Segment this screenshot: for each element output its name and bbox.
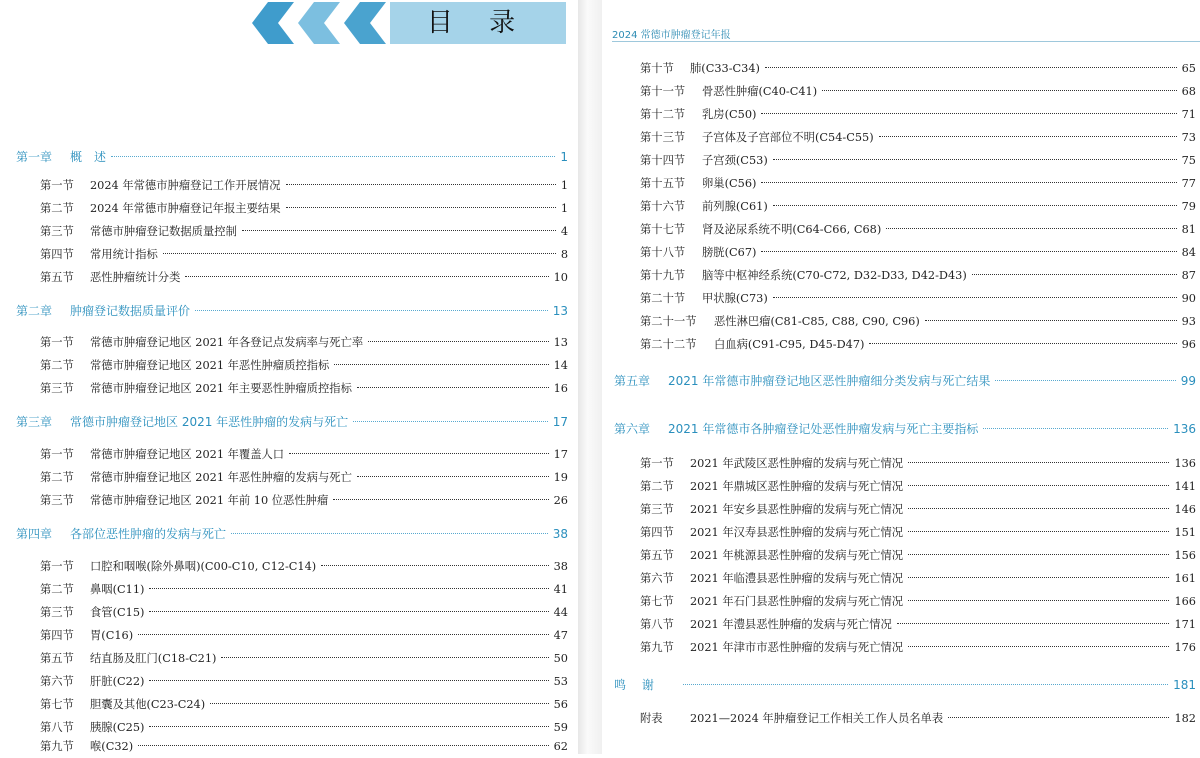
toc-label: 第二节 (40, 471, 74, 484)
toc-section-row[interactable] (640, 152, 1196, 172)
title-banner (390, 2, 566, 44)
dot-leader (242, 230, 556, 231)
toc-title: 2021 年津市市恶性肿瘤的发病与死亡情况 (690, 641, 904, 654)
toc-label: 第一节 (40, 179, 74, 192)
dot-leader (972, 274, 1177, 275)
toc-label: 第十二节 (640, 108, 686, 121)
dot-leader (908, 600, 1169, 601)
toc-label: 第九节 (640, 641, 674, 654)
dot-leader (908, 485, 1169, 486)
toc-title: 2021 年桃源县恶性肿瘤的发病与死亡情况 (690, 549, 904, 562)
toc-page-number: 59 (553, 721, 568, 734)
toc-section-row[interactable] (40, 650, 568, 670)
toc-section-row[interactable] (40, 446, 568, 466)
toc-page-number: 38 (553, 560, 568, 573)
dot-leader (185, 276, 548, 277)
toc-section-row[interactable] (40, 357, 568, 377)
dot-leader (761, 113, 1176, 114)
dot-leader (221, 657, 548, 658)
toc-page-number: 1 (560, 179, 568, 192)
toc-section-row[interactable] (40, 604, 568, 624)
toc-title: 2024 年常德市肿瘤登记年报主要结果 (90, 202, 281, 215)
toc-label: 第二十一节 (640, 315, 697, 328)
dot-leader (111, 156, 555, 157)
dot-leader (879, 136, 1177, 137)
toc-page-number: 136 (1173, 422, 1196, 436)
toc-label: 第七节 (640, 595, 674, 608)
toc-label: 第二节 (40, 202, 74, 215)
toc-section-row[interactable] (40, 673, 568, 693)
dot-leader (149, 588, 548, 589)
dot-leader (289, 453, 549, 454)
toc-page-number: 62 (553, 740, 568, 753)
dot-leader (368, 341, 548, 342)
toc-page-number: 50 (553, 652, 568, 665)
toc-title: 2021 年澧县恶性肿瘤的发病与死亡情况 (690, 618, 892, 631)
toc-section-row[interactable] (640, 60, 1196, 80)
dot-leader (683, 684, 1168, 685)
dot-leader (908, 554, 1169, 555)
dot-leader (908, 462, 1169, 463)
toc-page-number: 141 (1174, 480, 1196, 493)
toc-label: 第五章 (614, 374, 651, 388)
toc-title: 白血病(C91-C95, D45-D47) (714, 338, 865, 351)
toc-label: 第三节 (640, 503, 674, 516)
toc-page-number: 26 (553, 494, 568, 507)
chevron-arrow-icon (344, 2, 386, 44)
toc-title: 恶性肿瘤统计分类 (90, 271, 181, 284)
toc-label: 第一章 (16, 150, 53, 164)
toc-page-number: 14 (553, 359, 568, 372)
toc-label: 第三节 (40, 225, 74, 238)
toc-title: 常德市肿瘤登记数据质量控制 (90, 225, 237, 238)
toc-label: 第七节 (40, 698, 74, 711)
dot-leader (869, 343, 1176, 344)
toc-label: 第十四节 (640, 154, 686, 167)
toc-title: 肺(C33-C34) (690, 62, 760, 75)
toc-label: 第四节 (40, 629, 74, 642)
toc-page-number: 81 (1181, 223, 1196, 236)
toc-title: 常用统计指标 (90, 248, 158, 261)
toc-section-row[interactable] (640, 501, 1196, 521)
toc-section-row[interactable] (640, 616, 1196, 636)
toc-page-number: 146 (1174, 503, 1196, 516)
toc-title: 肾及泌尿系统不明(C64-C66, C68) (702, 223, 882, 236)
toc-page-number: 73 (1181, 131, 1196, 144)
toc-title: 肿瘤登记数据质量评价 (70, 304, 191, 318)
toc-label: 第四章 (16, 527, 53, 541)
toc-section-row[interactable] (40, 492, 568, 512)
toc-section-row[interactable] (640, 106, 1196, 126)
dot-leader (908, 646, 1169, 647)
dot-leader (333, 499, 548, 500)
toc-label: 第十一节 (640, 85, 686, 98)
toc-label: 第一节 (40, 336, 74, 349)
toc-label: 第五节 (40, 652, 74, 665)
toc-chapter-row[interactable] (16, 413, 568, 433)
toc-title: 喉(C32) (90, 740, 134, 753)
toc-title: 胃(C16) (90, 629, 134, 642)
toc-title: 常德市肿瘤登记地区 2021 年恶性肿瘤的发病与死亡 (70, 415, 349, 429)
toc-page-number: 90 (1181, 292, 1196, 305)
toc-section-row[interactable] (640, 198, 1196, 218)
toc-label: 第十三节 (640, 131, 686, 144)
dot-leader (163, 253, 556, 254)
toc-title: 卵巢(C56) (702, 177, 757, 190)
toc-title: 2021 年常德市肿瘤登记地区恶性肿瘤细分类发病与死亡结果 (668, 374, 991, 388)
toc-section-row[interactable] (640, 313, 1196, 333)
dot-leader (138, 745, 548, 746)
toc-section-row[interactable] (40, 269, 568, 289)
toc-page-number: 79 (1181, 200, 1196, 213)
toc-section-row[interactable] (640, 83, 1196, 103)
toc-chapter-row[interactable] (16, 302, 568, 322)
toc-page-number: 96 (1181, 338, 1196, 351)
dot-leader (773, 159, 1177, 160)
dot-leader (925, 320, 1177, 321)
toc-title: 常德市肿瘤登记地区 2021 年恶性肿瘤的发病与死亡 (90, 471, 352, 484)
toc-title: 子宫体及子宫部位不明(C54-C55) (702, 131, 874, 144)
toc-page-number: 10 (553, 271, 568, 284)
toc-page-number: 176 (1174, 641, 1196, 654)
toc-label: 第六节 (640, 572, 674, 585)
toc-page-number: 47 (553, 629, 568, 642)
toc-title: 常德市肿瘤登记地区 2021 年主要恶性肿瘤质控指标 (90, 382, 352, 395)
toc-page-number: 93 (1181, 315, 1196, 328)
toc-title: 骨恶性肿瘤(C40-C41) (702, 85, 818, 98)
dot-leader (765, 67, 1177, 68)
dot-leader (908, 508, 1169, 509)
toc-page-number: 151 (1174, 526, 1196, 539)
page-title: 目 录 (426, 8, 530, 38)
running-header: 2024 常德市肿瘤登记年报 (612, 30, 731, 41)
toc-title: 各部位恶性肿瘤的发病与死亡 (70, 527, 227, 541)
toc-label: 第二十二节 (640, 338, 697, 351)
toc-label: 第十六节 (640, 200, 686, 213)
toc-section-row[interactable] (40, 627, 568, 647)
toc-page-number: 99 (1180, 374, 1196, 388)
toc-section-row[interactable] (640, 524, 1196, 544)
dot-leader (286, 184, 556, 185)
toc-section-row[interactable] (640, 570, 1196, 590)
toc-label: 第一节 (640, 457, 674, 470)
toc-title: 2024 年常德市肿瘤登记工作开展情况 (90, 179, 281, 192)
toc-title: 口腔和咽喉(除外鼻咽)(C00-C10, C12-C14) (90, 560, 317, 573)
toc-page-number: 41 (553, 583, 568, 596)
toc-page-number: 181 (1173, 678, 1196, 692)
dot-leader (357, 476, 549, 477)
toc-title: 恶性淋巴瘤(C81-C85, C88, C90, C96) (714, 315, 920, 328)
toc-section-row[interactable] (640, 455, 1196, 475)
dot-leader (948, 717, 1169, 718)
toc-section-row[interactable] (40, 177, 568, 197)
toc-title: 膀胱(C67) (702, 246, 757, 259)
toc-page-number: 136 (1174, 457, 1196, 470)
toc-section-row[interactable] (40, 581, 568, 601)
toc-section-row[interactable] (40, 334, 568, 354)
toc-title: 食管(C15) (90, 606, 145, 619)
toc-section-row[interactable] (40, 200, 568, 220)
toc-label: 第五节 (40, 271, 74, 284)
toc-label: 第三节 (40, 382, 74, 395)
toc-page-number: 166 (1174, 595, 1196, 608)
toc-title: 乳房(C50) (702, 108, 757, 121)
dot-leader (761, 251, 1176, 252)
toc-section-row[interactable] (640, 129, 1196, 149)
dot-leader (886, 228, 1176, 229)
toc-section-row[interactable] (40, 246, 568, 266)
toc-section-row[interactable] (640, 478, 1196, 498)
toc-title: 常德市肿瘤登记地区 2021 年前 10 位恶性肿瘤 (90, 494, 329, 507)
dot-leader (897, 623, 1170, 624)
toc-page-number: 16 (553, 382, 568, 395)
toc-section-row[interactable] (40, 719, 568, 739)
toc-label: 附表 (640, 712, 663, 725)
toc-section-row[interactable] (640, 175, 1196, 195)
toc-section-row[interactable] (640, 639, 1196, 659)
dot-leader (149, 611, 548, 612)
toc-chapter-row[interactable] (16, 525, 568, 545)
toc-page-number: 68 (1181, 85, 1196, 98)
dot-leader (761, 182, 1176, 183)
toc-page-number: 13 (553, 336, 568, 349)
dot-leader (773, 297, 1177, 298)
dot-leader (995, 380, 1175, 381)
toc-label: 第三章 (16, 415, 53, 429)
toc-title: 2021 年临澧县恶性肿瘤的发病与死亡情况 (690, 572, 904, 585)
dot-leader (138, 634, 548, 635)
toc-acknowledgement-row[interactable] (614, 676, 1196, 696)
toc-label: 第八节 (40, 721, 74, 734)
toc-label: 第三节 (40, 494, 74, 507)
toc-section-row[interactable] (640, 547, 1196, 567)
dot-leader (321, 565, 548, 566)
dot-leader (334, 364, 548, 365)
dot-leader (822, 90, 1176, 91)
dot-leader (908, 531, 1169, 532)
dot-leader (773, 205, 1177, 206)
toc-label: 第六节 (40, 675, 74, 688)
toc-label: 第二节 (40, 583, 74, 596)
toc-page-number: 87 (1181, 269, 1196, 282)
dot-leader (195, 310, 548, 311)
toc-page-number: 1 (560, 150, 568, 164)
toc-title: 肝脏(C22) (90, 675, 145, 688)
toc-page-number: 171 (1174, 618, 1196, 631)
toc-page-number: 38 (552, 527, 568, 541)
toc-section-row[interactable] (640, 336, 1196, 356)
toc-chapter-row[interactable] (614, 420, 1196, 440)
toc-section-row[interactable] (40, 696, 568, 716)
toc-page-number: 4 (560, 225, 568, 238)
toc-label: 第十七节 (640, 223, 686, 236)
toc-title: 胆囊及其他(C23-C24) (90, 698, 206, 711)
toc-title: 胰腺(C25) (90, 721, 145, 734)
toc-label: 第五节 (640, 549, 674, 562)
toc-title: 2021 年石门县恶性肿瘤的发病与死亡情况 (690, 595, 904, 608)
toc-title: 2021 年常德市各肿瘤登记处恶性肿瘤发病与死亡主要指标 (668, 422, 979, 436)
toc-label: 鸣 谢 (614, 678, 660, 692)
toc-page-number: 19 (553, 471, 568, 484)
toc-chapter-row[interactable] (16, 148, 568, 168)
toc-page-number: 77 (1181, 177, 1196, 190)
dot-leader (908, 577, 1169, 578)
toc-title: 2021 年安乡县恶性肿瘤的发病与死亡情况 (690, 503, 904, 516)
toc-label: 第十五节 (640, 177, 686, 190)
right-page (602, 0, 1200, 754)
toc-title: 结直肠及肛门(C18-C21) (90, 652, 217, 665)
toc-section-row[interactable] (640, 593, 1196, 613)
dot-leader (983, 428, 1168, 429)
toc-page-number: 56 (553, 698, 568, 711)
toc-section-row[interactable] (640, 267, 1196, 287)
toc-label: 第六章 (614, 422, 651, 436)
toc-page-number: 13 (552, 304, 568, 318)
chevron-arrow-icon (298, 2, 340, 44)
toc-page-number: 75 (1181, 154, 1196, 167)
toc-title: 2021—2024 年肿瘤登记工作相关工作人员名单表 (690, 712, 944, 725)
left-page (0, 0, 578, 754)
toc-title: 概 述 (70, 150, 107, 164)
toc-title: 脑等中枢神经系统(C70-C72, D32-D33, D42-D43) (702, 269, 967, 282)
toc-page-number: 161 (1174, 572, 1196, 585)
toc-title: 常德市肿瘤登记地区 2021 年覆盖人口 (90, 448, 285, 461)
toc-title: 常德市肿瘤登记地区 2021 年各登记点发病率与死亡率 (90, 336, 364, 349)
toc-label: 第十节 (640, 62, 674, 75)
header-rule (612, 41, 1200, 42)
toc-title: 2021 年鼎城区恶性肿瘤的发病与死亡情况 (690, 480, 904, 493)
toc-page-number: 71 (1181, 108, 1196, 121)
toc-page-number: 17 (553, 448, 568, 461)
dot-leader (231, 533, 548, 534)
toc-label: 第一节 (40, 560, 74, 573)
toc-section-row[interactable] (640, 221, 1196, 241)
toc-section-row[interactable] (40, 738, 568, 758)
toc-page-number: 1 (560, 202, 568, 215)
dot-leader (357, 387, 549, 388)
toc-label: 第二章 (16, 304, 53, 318)
toc-title: 子宫颈(C53) (702, 154, 768, 167)
dot-leader (286, 207, 556, 208)
toc-title: 甲状腺(C73) (702, 292, 768, 305)
toc-label: 第二节 (40, 359, 74, 372)
toc-title: 常德市肿瘤登记地区 2021 年恶性肿瘤质控指标 (90, 359, 330, 372)
toc-label: 第十九节 (640, 269, 686, 282)
toc-section-row[interactable] (40, 469, 568, 489)
toc-title: 2021 年武陵区恶性肿瘤的发病与死亡情况 (690, 457, 904, 470)
toc-chapter-row[interactable] (614, 372, 1196, 392)
toc-page-number: 53 (553, 675, 568, 688)
toc-label: 第四节 (40, 248, 74, 261)
toc-label: 第一节 (40, 448, 74, 461)
toc-label: 第八节 (640, 618, 674, 631)
toc-label: 第三节 (40, 606, 74, 619)
dot-leader (149, 726, 548, 727)
toc-section-row[interactable] (40, 558, 568, 578)
dot-leader (149, 680, 548, 681)
toc-label: 第二节 (640, 480, 674, 493)
toc-page-number: 17 (552, 415, 568, 429)
dot-leader (353, 421, 548, 422)
chevron-arrow-icon (252, 2, 294, 44)
toc-page-number: 182 (1174, 712, 1196, 725)
toc-title: 2021 年汉寿县恶性肿瘤的发病与死亡情况 (690, 526, 904, 539)
toc-page-number: 84 (1181, 246, 1196, 259)
book-gutter (578, 0, 602, 754)
toc-section-row[interactable] (40, 223, 568, 243)
toc-page-number: 156 (1174, 549, 1196, 562)
toc-section-row[interactable] (640, 710, 1196, 730)
toc-title: 鼻咽(C11) (90, 583, 145, 596)
dot-leader (210, 703, 548, 704)
toc-title: 前列腺(C61) (702, 200, 768, 213)
toc-label: 第九节 (40, 740, 74, 753)
toc-label: 第四节 (640, 526, 674, 539)
toc-label: 第十八节 (640, 246, 686, 259)
toc-section-row[interactable] (640, 290, 1196, 310)
toc-page-number: 8 (560, 248, 568, 261)
toc-section-row[interactable] (40, 380, 568, 400)
toc-page-number: 44 (553, 606, 568, 619)
toc-page-number: 65 (1181, 62, 1196, 75)
toc-section-row[interactable] (640, 244, 1196, 264)
toc-label: 第二十节 (640, 292, 686, 305)
